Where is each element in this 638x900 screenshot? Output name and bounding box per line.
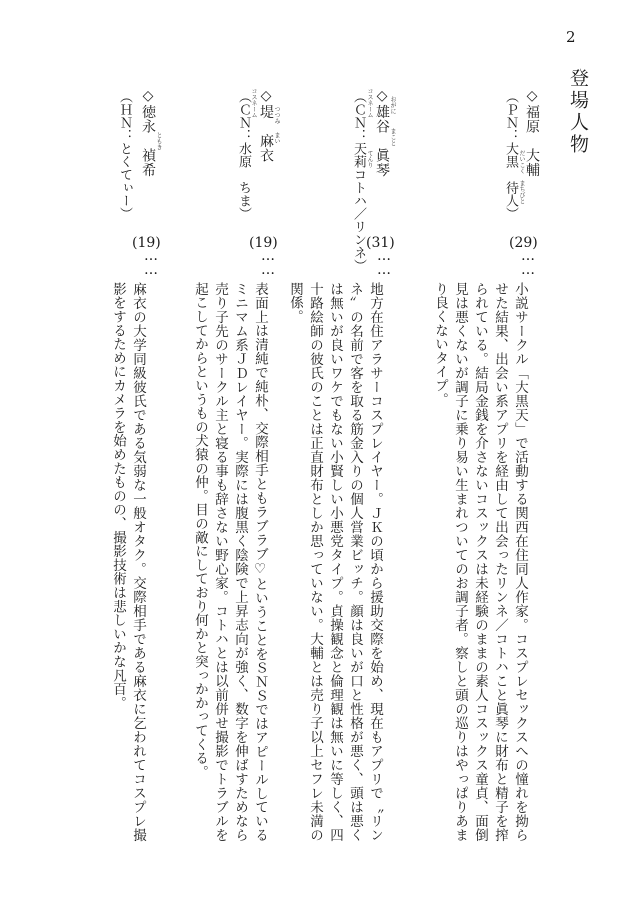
character-handle: （ＣＮ：天莉コトハ／リンネ） <box>351 90 366 272</box>
character-handle: （ＣＮ：水原 ちま） <box>236 90 251 220</box>
name-ruby-family: おがに <box>389 96 396 114</box>
name-ruby-given: まこと <box>389 128 396 146</box>
character-handle: （ＨＮ：とくてぃー） <box>117 90 132 220</box>
separator-dots: …… <box>520 248 536 276</box>
name-ruby-family: つつみ <box>273 106 280 124</box>
character-description: 表面上は清純で純朴、交際相手ともラブラブ♡ということをＳＮＳではアピールしているミニマム系ＪＤレイヤー。実際には腹黒く陰険で上昇志向が強く、数字を伸ばすためなら売り子先のサークル主と寝る事も辞さない野心家。コトハとは以前併せ撮影でトラブルを起こしてからというもの犬猿の仲。目の敵にしており何かと突っかかってくる。 <box>192 282 268 842</box>
handle-ruby-label: コスネーム <box>250 88 257 118</box>
separator-dots: …… <box>376 248 392 276</box>
character-age: (19) <box>249 235 278 251</box>
character-name: ◇徳永 禎希 <box>140 88 156 177</box>
character-description: 小説サークル「大黒天」で活動する関西在住同人作家。コスプレセックスへの憧れを拗らせた結果、出会い系アプリを経由して出会ったリンネ／コトハこと眞琴に財布と精子を搾られている。結局金銭を介さないコスックスは未経験のままの素人コスックス童貞、面倒見は悪くないが調子に乗り易い生まれついてのお調子者。察しと頭の巡りはやっぱりあまり良くないタイプ。 <box>432 282 528 842</box>
separator-dots: …… <box>260 248 276 276</box>
page-title: 登場人物 <box>567 68 589 156</box>
handle-ruby: だいこく まちびと <box>518 150 525 204</box>
character-description: 地方在住アラサーコスプレイヤー。ＪＫの頃から援助交際を始め、現在もアプリで〝リンネ〟の名前で客を取る筋金入りの個人営業ビッチ。顔は良いが口と性格が悪く、頭は悪くは無いが良いワケでもない小賢しい小悪党タイプ。貞操観念と倫理観は無いに等しく、四十路絵師の彼氏のことは正直財布としか思っていない。大輔とは売り子以上セフレ未満の関係。 <box>287 282 383 842</box>
character-name: ◇福原 大輔 <box>524 88 540 177</box>
page-number: 2 <box>566 28 576 46</box>
character-age: (31) <box>366 235 395 251</box>
handle-ruby-label: コスネーム <box>366 88 373 118</box>
character-description: 麻衣の大学同級彼氏である気弱な一般オタク。交際相手である麻衣に乞われてコスプレ撮影をするためにカメラを始めたものの、撮影技術は悲しいかな凡百。 <box>110 282 146 842</box>
character-age: (19) <box>132 235 161 251</box>
separator-dots: …… <box>143 248 159 276</box>
handle-ruby: てんり <box>366 150 373 168</box>
character-name: ◇堤 麻衣 <box>258 88 274 163</box>
character-name: ◇雄谷 眞琴 <box>374 88 390 177</box>
name-ruby-given: まい <box>273 132 280 144</box>
character-handle: （ＰＮ：大黒 待人） <box>503 90 518 220</box>
character-age: (29) <box>509 235 538 251</box>
name-ruby-given: ともき <box>155 132 162 150</box>
